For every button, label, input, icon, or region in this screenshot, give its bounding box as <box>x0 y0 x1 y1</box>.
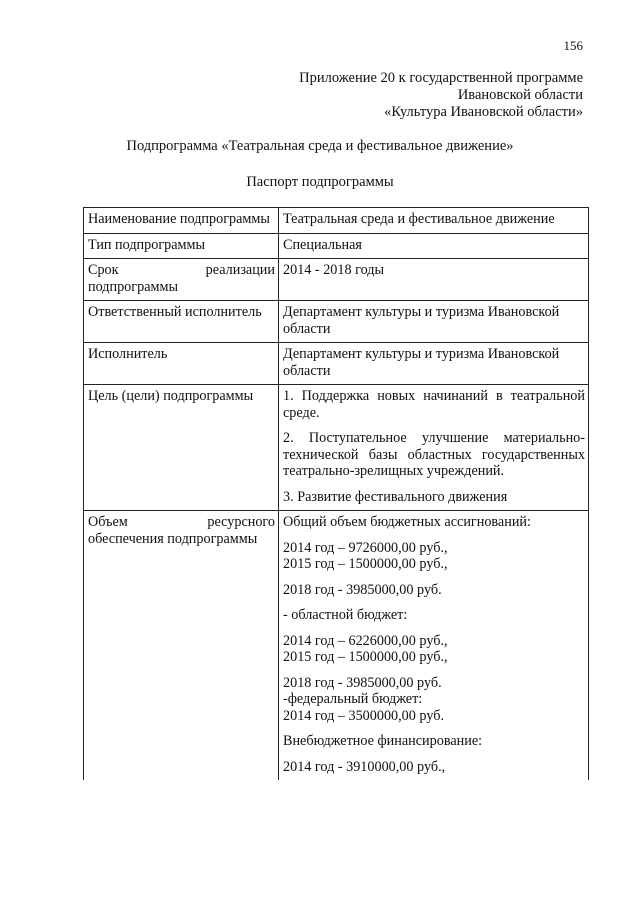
row-term-value: 2014 - 2018 годы <box>279 259 589 301</box>
row-term-label-b: реализации <box>205 262 275 278</box>
funding-line: 2014 год – 3500000,00 руб. <box>283 707 444 724</box>
row-responsible-label: Ответственный исполнитель <box>84 301 279 343</box>
row-executor-label: Исполнитель <box>84 343 279 385</box>
row-term-label-c: подпрограммы <box>88 278 178 295</box>
row-type-value: Специальная <box>279 233 589 259</box>
row-goals <box>84 385 589 511</box>
passport-title: Паспорт подпрограммы <box>246 174 394 190</box>
funding-offbudget-heading: Внебюджетное финансирование: <box>283 733 483 749</box>
subprogram-title: Подпрограмма «Театральная среда и фестивальное движение» <box>126 138 514 154</box>
row-executor-value: Департамент культуры и туризма Ивановской области <box>279 343 589 385</box>
funding-line: 2014 год – 6226000,00 руб., <box>283 632 448 649</box>
row-goals-label: Цель (цели) подпрограммы <box>84 385 279 511</box>
row-funding-value <box>279 511 589 781</box>
row-type <box>84 233 589 259</box>
row-term-label <box>84 259 279 301</box>
row-goals-value <box>279 385 589 511</box>
row-funding-label-a: Объем <box>88 514 128 530</box>
funding-regional-group <box>283 633 585 666</box>
funding-line: 2014 год – 9726000,00 руб., <box>283 539 448 556</box>
funding-total-heading: Общий объем бюджетных ассигнований: <box>283 514 531 530</box>
funding-regional-heading: - областной бюджет: <box>283 607 408 623</box>
row-name-label: Наименование подпрограммы <box>84 208 279 234</box>
row-funding-label <box>84 511 279 781</box>
row-type-label: Тип подпрограммы <box>84 233 279 259</box>
row-name <box>84 208 589 234</box>
funding-line: 2014 год - 3910000,00 руб., <box>283 758 446 775</box>
appendix-header <box>299 70 583 121</box>
row-funding-label-b: ресурсного <box>207 514 275 530</box>
row-term <box>84 259 589 301</box>
row-term-label-a: Срок <box>88 262 119 278</box>
funding-federal-heading: -федеральный бюджет: <box>283 691 423 707</box>
funding-federal-group <box>283 675 585 725</box>
funding-line: 2015 год – 1500000,00 руб., <box>283 649 448 665</box>
funding-line: 2018 год - 3985000,00 руб. <box>283 674 442 691</box>
row-name-value: Театральная среда и фестивальное движение <box>279 208 589 234</box>
passport-table <box>83 207 589 780</box>
funding-line: 2018 год - 3985000,00 руб. <box>283 581 442 598</box>
appendix-line-1: Приложение 20 к государственной программе <box>299 70 583 86</box>
appendix-line-2: Ивановской области <box>457 87 583 103</box>
goal-item: 1. Поддержка новых начинаний в театральной среде. <box>283 388 585 421</box>
funding-total-group <box>283 540 585 573</box>
goal-item: 3. Развитие фестивального движения <box>283 488 508 505</box>
row-responsible-value: Департамент культуры и туризма Ивановской области <box>279 301 589 343</box>
row-funding-label-c: обеспечения подпрограммы <box>88 530 258 547</box>
appendix-line-3: «Культура Ивановской области» <box>384 104 583 120</box>
funding-line: 2015 год – 1500000,00 руб., <box>283 556 448 572</box>
row-responsible <box>84 301 589 343</box>
page-number: 156 <box>563 38 583 53</box>
goal-item: 2. Поступательное улучшение материально-технической базы областных государственных театрально-зрелищных учреждений. <box>283 430 585 479</box>
row-funding <box>84 511 589 781</box>
row-executor <box>84 343 589 385</box>
